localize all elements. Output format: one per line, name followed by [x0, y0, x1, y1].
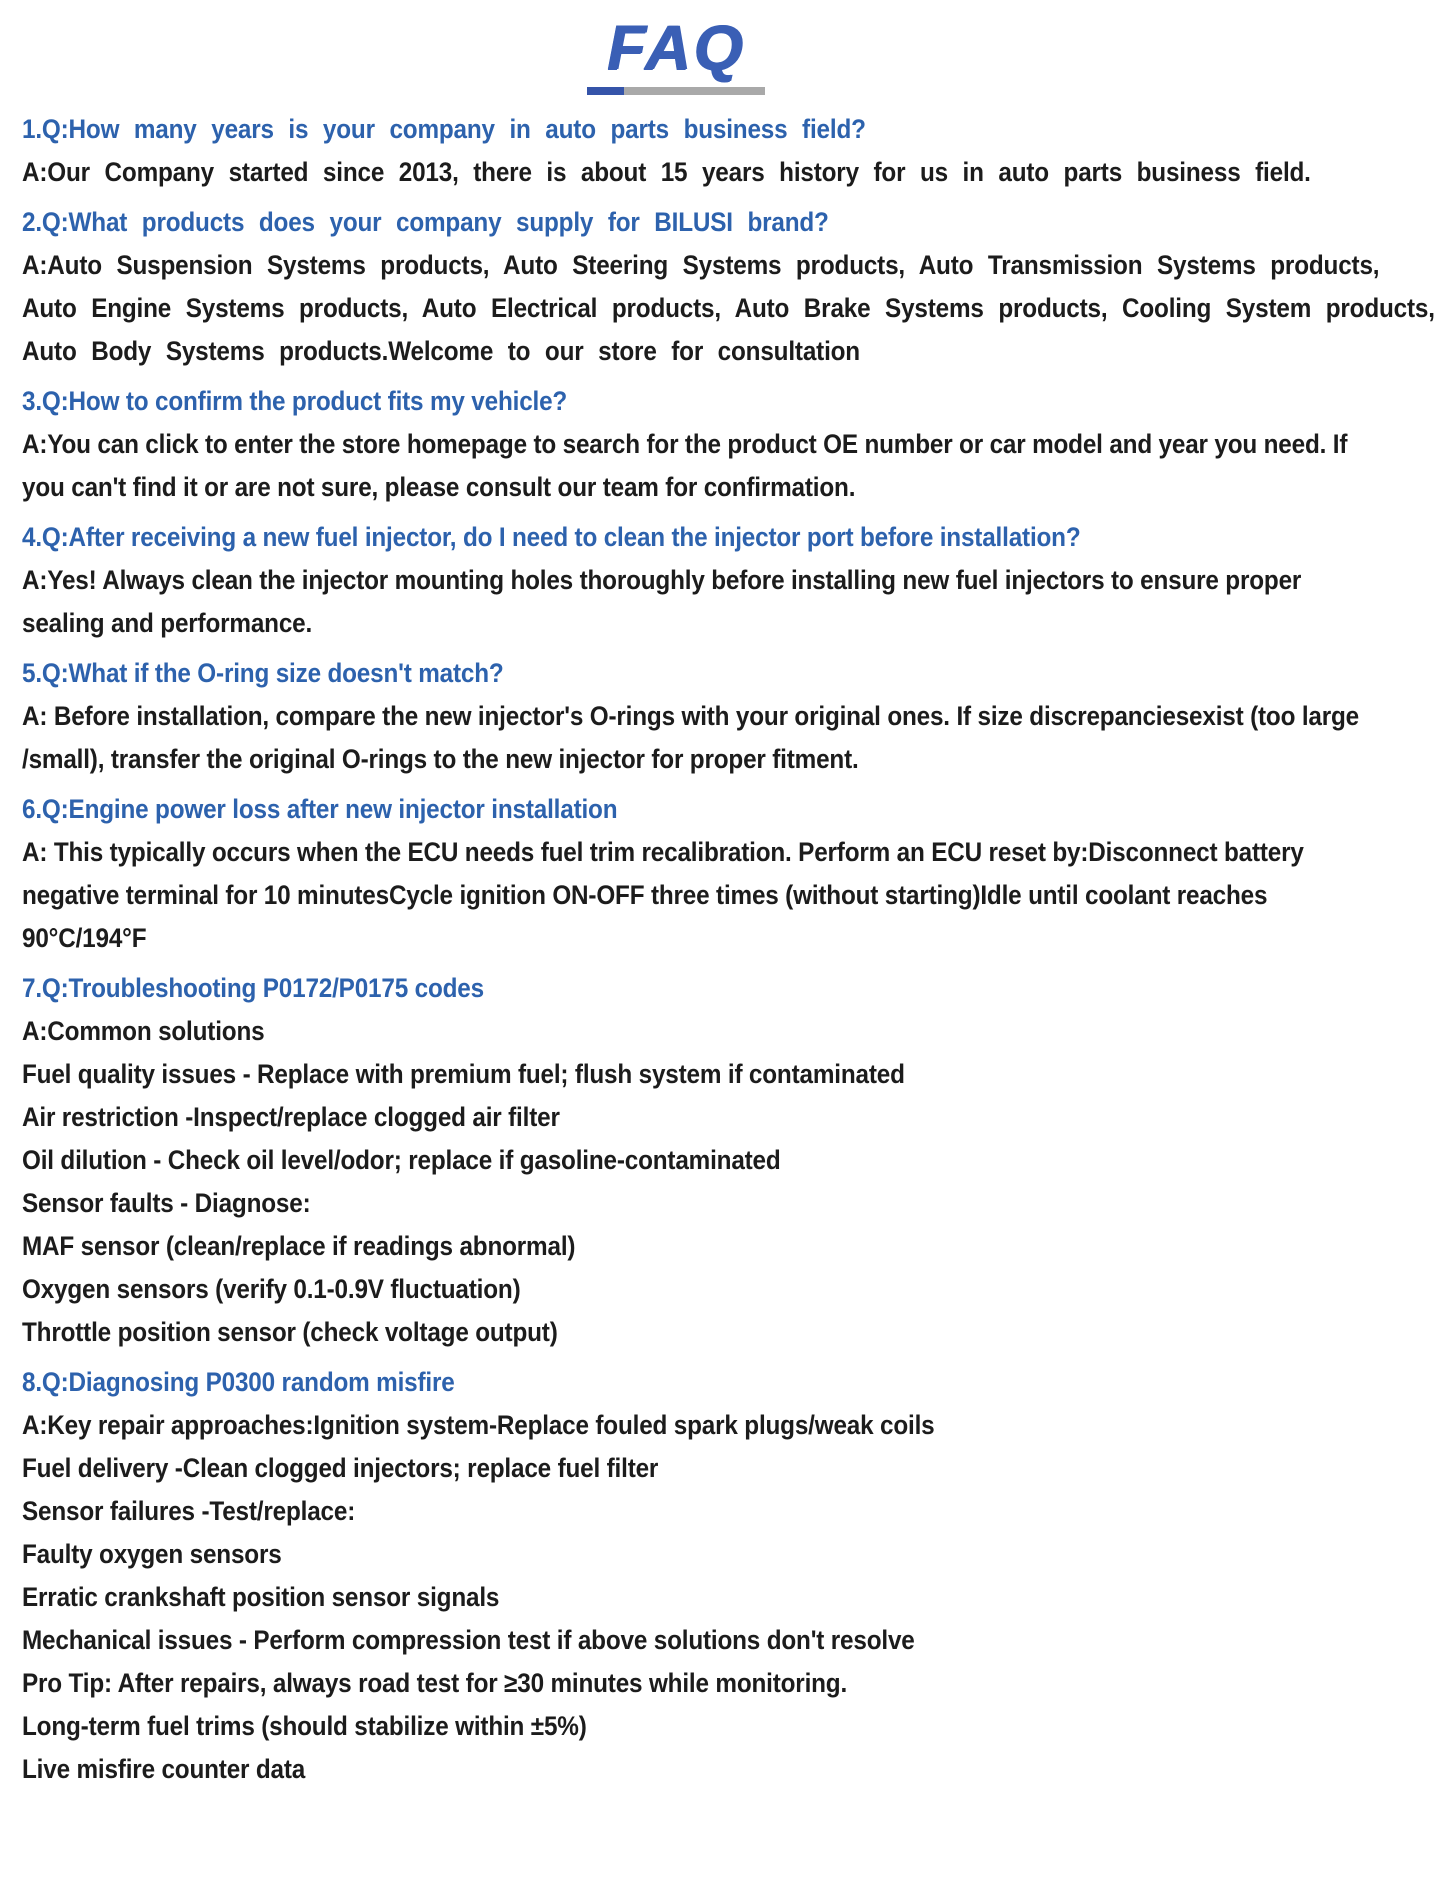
faq-answer-line: MAF sensor (clean/replace if readings abnormal)	[22, 1231, 576, 1262]
faq-answer	[22, 1404, 1420, 1791]
faq-answer-line: /small), transfer the original O-rings to the new injector for proper fitment.	[22, 744, 859, 775]
faq-answer	[22, 831, 1420, 960]
page-title: FAQ	[606, 13, 746, 83]
faq-answer-line: Fuel delivery -Clean clogged injectors; replace fuel filter	[22, 1453, 659, 1484]
faq-answer-line: Sensor failures -Test/replace:	[22, 1496, 356, 1527]
faq-question: 5.Q:What if the O-ring size doesn't match?	[22, 658, 504, 689]
faq-list	[22, 108, 1435, 1791]
faq-answer-line: you can't find it or are not sure, please consult our team for confirmation.	[22, 472, 856, 503]
faq-answer-line: Auto Body Systems products.Welcome to our store for consultation	[22, 336, 860, 367]
faq-header	[0, 8, 1375, 95]
faq-answer-line: A:You can click to enter the store homepage to search for the product OE number or car model and year you need. If	[22, 429, 1348, 460]
faq-answer	[22, 559, 1420, 645]
faq-answer-line: Pro Tip: After repairs, always road test for ≥30 minutes while monitoring.	[22, 1668, 848, 1699]
faq-answer-line: A:Common solutions	[22, 1016, 265, 1047]
faq-answer-line: sealing and performance.	[22, 608, 313, 639]
faq-answer-line: A: Before installation, compare the new injector's O-rings with your original ones. If size discrepanciesexist (too large	[22, 701, 1360, 732]
faq-item	[22, 108, 1420, 194]
faq-answer	[22, 151, 1420, 194]
faq-answer-line: Live misfire counter data	[22, 1754, 306, 1785]
faq-answer-line: A:Our Company started since 2013, there is about 15 years history for us in auto parts business field.	[22, 157, 1311, 188]
faq-question: 4.Q:After receiving a new fuel injector, do I need to clean the injector port before installation?	[22, 522, 1081, 553]
faq-item	[22, 652, 1420, 781]
faq-answer-line: A: This typically occurs when the ECU needs fuel trim recalibration. Perform an ECU reset by:Disconnect battery	[22, 837, 1304, 868]
faq-item	[22, 380, 1420, 509]
faq-item	[22, 1361, 1420, 1791]
faq-answer-line: Sensor faults - Diagnose:	[22, 1188, 311, 1219]
faq-answer-line: Erratic crankshaft position sensor signals	[22, 1582, 500, 1613]
faq-answer	[22, 695, 1420, 781]
faq-question: 8.Q:Diagnosing P0300 random misfire	[22, 1367, 455, 1398]
faq-answer-line: Faulty oxygen sensors	[22, 1539, 282, 1570]
faq-question: 2.Q:What products does your company supply for BILUSI brand?	[22, 207, 829, 238]
faq-answer-line: Throttle position sensor (check voltage output)	[22, 1317, 558, 1348]
faq-question: 6.Q:Engine power loss after new injector installation	[22, 794, 618, 825]
faq-question: 1.Q:How many years is your company in auto parts business field?	[22, 114, 866, 145]
faq-question: 7.Q:Troubleshooting P0172/P0175 codes	[22, 973, 484, 1004]
divider-gray-segment	[624, 87, 765, 95]
faq-answer-line: 90°C/194°F	[22, 923, 147, 954]
faq-item	[22, 788, 1420, 960]
faq-answer	[22, 244, 1435, 373]
faq-answer-line: Oil dilution - Check oil level/odor; replace if gasoline-contaminated	[22, 1145, 781, 1176]
faq-answer	[22, 1010, 1420, 1354]
faq-answer-line: Auto Engine Systems products, Auto Electrical products, Auto Brake Systems products, Cooling System products,	[22, 293, 1435, 324]
faq-answer-line: A:Yes! Always clean the injector mounting holes thoroughly before installing new fuel injectors to ensure proper	[22, 565, 1302, 596]
divider-blue-segment	[587, 87, 624, 95]
faq-answer-line: Mechanical issues - Perform compression test if above solutions don't resolve	[22, 1625, 915, 1656]
faq-answer	[22, 423, 1420, 509]
faq-item	[22, 201, 1435, 373]
faq-answer-line: Fuel quality issues - Replace with premium fuel; flush system if contaminated	[22, 1059, 905, 1090]
faq-answer-line: A:Key repair approaches:Ignition system-Replace fouled spark plugs/weak coils	[22, 1410, 935, 1441]
faq-answer-line: Oxygen sensors (verify 0.1-0.9V fluctuation)	[22, 1274, 521, 1305]
faq-answer-line: A:Auto Suspension Systems products, Auto Steering Systems products, Auto Transmission Systems products,	[22, 250, 1380, 281]
faq-question: 3.Q:How to confirm the product fits my vehicle?	[22, 386, 568, 417]
faq-answer-line: Air restriction -Inspect/replace clogged air filter	[22, 1102, 560, 1133]
faq-item	[22, 967, 1420, 1354]
faq-answer-line: negative terminal for 10 minutesCycle ignition ON-OFF three times (without starting)Idle until coolant reaches	[22, 880, 1268, 911]
faq-item	[22, 516, 1420, 645]
title-divider	[587, 87, 765, 95]
faq-answer-line: Long-term fuel trims (should stabilize within ±5%)	[22, 1711, 587, 1742]
